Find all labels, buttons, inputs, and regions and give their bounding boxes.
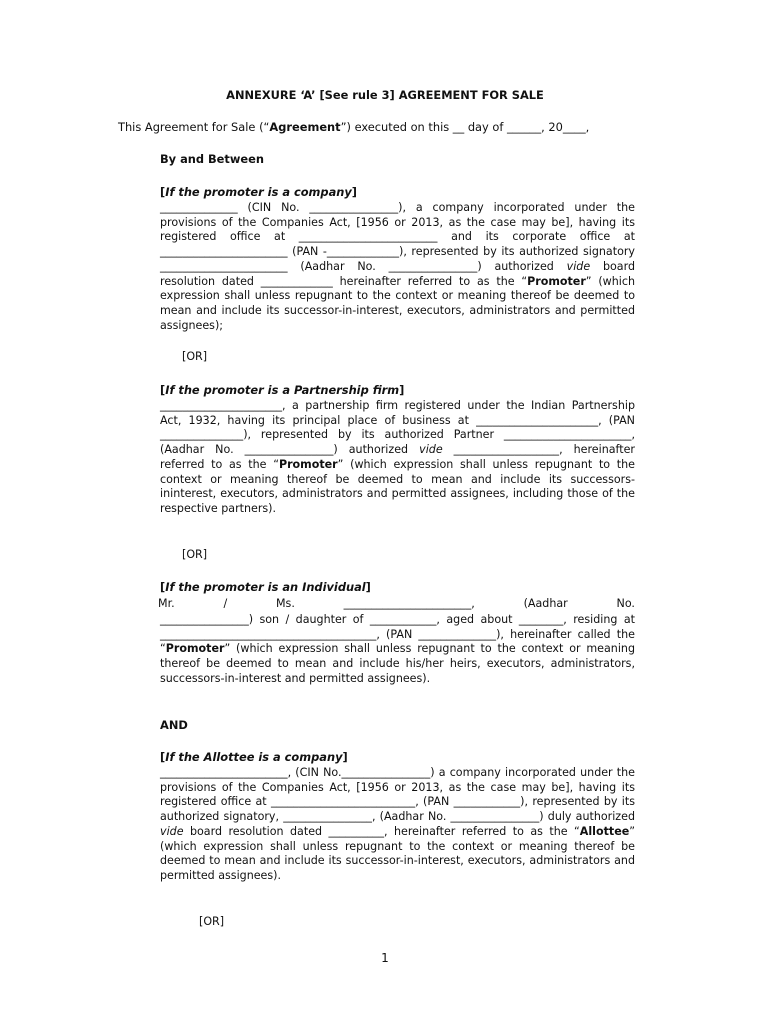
allottee-text-2: board resolution dated __________, hereinafter referred to as the “ — [183, 824, 580, 838]
individual-name-blank: _______________________, — [343, 597, 475, 610]
intro-after: ”) executed on this __ day of ______, 20____, — [340, 120, 590, 134]
partnership-text-1: ______________________, a partnership firm registered under the Indian Partnership Act, 1932, having its principal place of business at ______________________, (PAN _______________), represented by its authorized Partner _______________________, (Aadhar No. ________________) authorized — [160, 399, 635, 457]
individual-text-1: ________________) son / daughter of ____________, aged about ________, residing at _______________________________________, (PAN ______________), hereinafter called the “ — [160, 613, 635, 656]
individual-aadhar: (Aadhar — [523, 597, 568, 610]
allottee-term: Allottee — [579, 824, 630, 838]
allottee-paragraph — [160, 766, 635, 884]
partnership-vide: vide — [419, 443, 443, 457]
company-heading-text: If the promoter is a company — [165, 185, 352, 199]
page-number: 1 — [381, 951, 389, 965]
partnership-heading: [If the promoter is a Partnership firm] — [160, 383, 405, 397]
individual-promoter-term: Promoter — [165, 642, 225, 656]
by-and-between-heading: By and Between — [160, 152, 264, 166]
or-separator-1: [OR] — [182, 350, 208, 363]
allottee-heading-text: If the Allottee is a company — [165, 750, 343, 764]
allottee-vide: vide — [160, 824, 184, 838]
company-text-1: ______________ (CIN No. ________________), a company incorporated under the provisions of the Companies Act, [1956 or 2013, as the case may be], having its registered office at _________________________ and its corporate office at _______________________ (PAN -_____________), represented by its authorized signatory _______________________ (Aadhar No. ________________) authorized — [160, 201, 635, 273]
and-heading: AND — [160, 718, 188, 732]
individual-text-2: ” (which expression shall unless repugnant to the context or meaning thereof be deemed to mean and include his/her heirs, executors, administrators, successors-in-interest and permitted assignees). — [160, 642, 635, 685]
individual-heading: [If the promoter is an Individual] — [160, 580, 371, 594]
company-paragraph — [160, 201, 635, 333]
individual-slash: / — [223, 597, 228, 610]
intro-before: This Agreement for Sale (“ — [118, 120, 270, 134]
company-vide: vide — [566, 259, 591, 273]
individual-no: No. — [616, 597, 635, 610]
allottee-heading: [If the Allottee is a company] — [160, 750, 348, 764]
company-text-2: board resolution dated _____________ hereinafter referred to as the “ — [160, 259, 636, 288]
intro-agreement-term: Agreement — [269, 120, 341, 134]
partnership-paragraph — [160, 399, 635, 517]
company-heading: [If the promoter is a company] — [160, 185, 358, 199]
allottee-text-1: _______________________, (CIN No.________________) a company incorporated under the provisions of the Companies Act, [1956 or 2013, as the case may be], having its registered office at __________________________, (PAN ____________), represented by its authorized signatory, ________________, (Aadhar No. ________________) duly authorized — [160, 766, 635, 824]
partnership-text-3: ” (which expression shall unless repugnant to the context or meaning thereof be deemed to mean and include its successors-ininterest, executors, administrators and permitted assignees, including those of the respective partners). — [160, 457, 635, 515]
or-separator-3: [OR] — [199, 915, 225, 928]
individual-ms: Ms. — [275, 597, 295, 610]
intro-line — [118, 120, 589, 134]
company-text-3: ” (which expression shall unless repugnant to the context or meaning thereof be deemed to mean and include its successor-in-interest, executors, administrators and permitted assignees); — [160, 274, 635, 332]
individual-paragraph — [160, 613, 635, 687]
individual-heading-text: If the promoter is an Individual — [165, 580, 366, 594]
partnership-text-2: ___________________, hereinafter referred to as the “ — [160, 443, 635, 471]
partnership-promoter-term: Promoter — [278, 457, 338, 471]
individual-mr: Mr. — [158, 597, 175, 610]
individual-first-line — [158, 597, 635, 610]
document-title: ANNEXURE ‘A’ [See rule 3] AGREEMENT FOR SALE — [226, 88, 544, 102]
company-promoter-term: Promoter — [527, 274, 586, 288]
allottee-text-3: ” (which expression shall unless repugnant to the context or meaning thereof be deemed to mean and include its successor-in-interest, executors, administrators and permitted assignees). — [160, 824, 635, 882]
or-separator-2: [OR] — [182, 548, 208, 561]
partnership-heading-text: If the promoter is a Partnership firm — [165, 383, 400, 397]
